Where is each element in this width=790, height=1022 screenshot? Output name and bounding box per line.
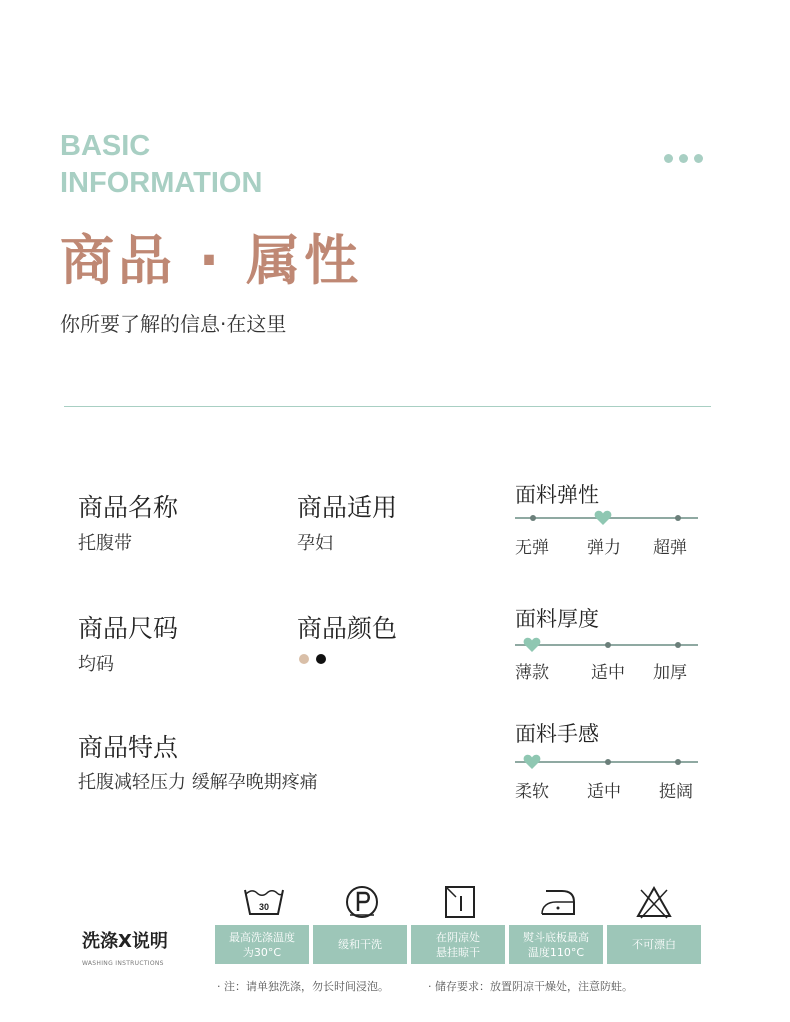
scale-label-high: 挺阔 (659, 782, 693, 802)
page-subtitle: 你所要了解的信息·在这里 (60, 312, 287, 336)
color-swatches (299, 654, 326, 664)
scale-elasticity-title: 面料弹性 (515, 483, 599, 507)
wash-box-line: 不可漂白 (632, 938, 676, 951)
scale-label-high: 加厚 (653, 663, 687, 683)
washing-title: 洗涤X说明 (82, 931, 168, 952)
scale-tick (675, 642, 681, 648)
scale-elasticity-labels (515, 533, 715, 557)
basic-line-1: BASIC (60, 130, 151, 162)
basic-information-heading (60, 128, 262, 202)
no-bleach-icon (632, 884, 676, 920)
wash-box-line: 缓和干洗 (338, 938, 382, 951)
scale-tick (530, 515, 536, 521)
attr-feature-value: 托腹减轻压力 缓解孕晚期疼痛 (78, 772, 318, 793)
wash-box-line: 最高洗涤温度 (229, 930, 295, 944)
color-swatch-beige (299, 654, 309, 664)
color-swatch-black (316, 654, 326, 664)
hang-dry-shade-icon (438, 884, 482, 920)
washing-subtitle: WASHING INSTRUCTIONS (82, 960, 164, 967)
section-divider (64, 406, 711, 407)
scale-feel-labels (515, 777, 715, 801)
decorative-dots (664, 154, 703, 163)
dot-icon (664, 154, 673, 163)
scale-feel-title: 面料手感 (515, 722, 599, 746)
scale-thickness-labels (515, 658, 715, 682)
wash-box-iron (509, 925, 603, 964)
wash-box-line: 悬挂晾干 (436, 945, 480, 959)
scale-label-high: 超弹 (653, 538, 687, 558)
dot-icon (679, 154, 688, 163)
scale-label-mid: 适中 (591, 663, 625, 683)
wash-box-temperature (215, 925, 309, 964)
scale-label-mid: 弹力 (587, 538, 621, 558)
wash-box-hang-dry (411, 925, 505, 964)
attr-name-label: 商品名称 (78, 493, 179, 522)
attr-usage-label: 商品适用 (297, 493, 398, 522)
heart-icon (523, 753, 541, 770)
scale-elasticity-bar (515, 508, 698, 528)
wash-box-line: 熨斗底板最高 (523, 930, 589, 944)
dry-clean-p-icon (340, 884, 384, 920)
page-title: 商品 · 属性 (60, 229, 363, 292)
wash-box-no-bleach (607, 925, 701, 964)
storage-note: · 储存要求：放置阴凉干燥处，注意防蛀。 (428, 980, 633, 993)
scale-tick (675, 515, 681, 521)
iron-icon (536, 884, 580, 920)
attr-size-label: 商品尺码 (78, 614, 179, 643)
scale-label-low: 薄款 (515, 663, 549, 683)
heart-icon (594, 509, 612, 526)
scale-label-mid: 适中 (587, 782, 621, 802)
wash-30-icon (242, 884, 286, 920)
scale-tick (605, 759, 611, 765)
wash-box-line: 为30°C (242, 945, 282, 959)
washing-note: · 注：请单独洗涤，勿长时间浸泡。 (217, 980, 389, 993)
heart-icon (523, 636, 541, 653)
attr-size-value: 均码 (78, 654, 114, 675)
attr-usage-value: 孕妇 (297, 533, 333, 554)
wash-box-line: 在阴凉处 (436, 930, 480, 944)
scale-tick (675, 759, 681, 765)
attr-color-label: 商品颜色 (297, 614, 398, 643)
scale-label-low: 柔软 (515, 782, 549, 802)
scale-thickness-title: 面料厚度 (515, 607, 599, 631)
scale-feel-bar (515, 752, 698, 772)
wash-temp-text: 30 (258, 902, 270, 912)
attr-name-value: 托腹带 (78, 533, 132, 554)
scale-thickness-bar (515, 635, 698, 655)
basic-line-2: INFORMATION (60, 167, 263, 199)
scale-tick (605, 642, 611, 648)
wash-box-dry-clean (313, 925, 407, 964)
wash-box-line: 温度110°C (527, 945, 585, 959)
scale-label-low: 无弹 (515, 538, 549, 558)
dot-icon (694, 154, 703, 163)
attr-feature-label: 商品特点 (78, 733, 179, 762)
